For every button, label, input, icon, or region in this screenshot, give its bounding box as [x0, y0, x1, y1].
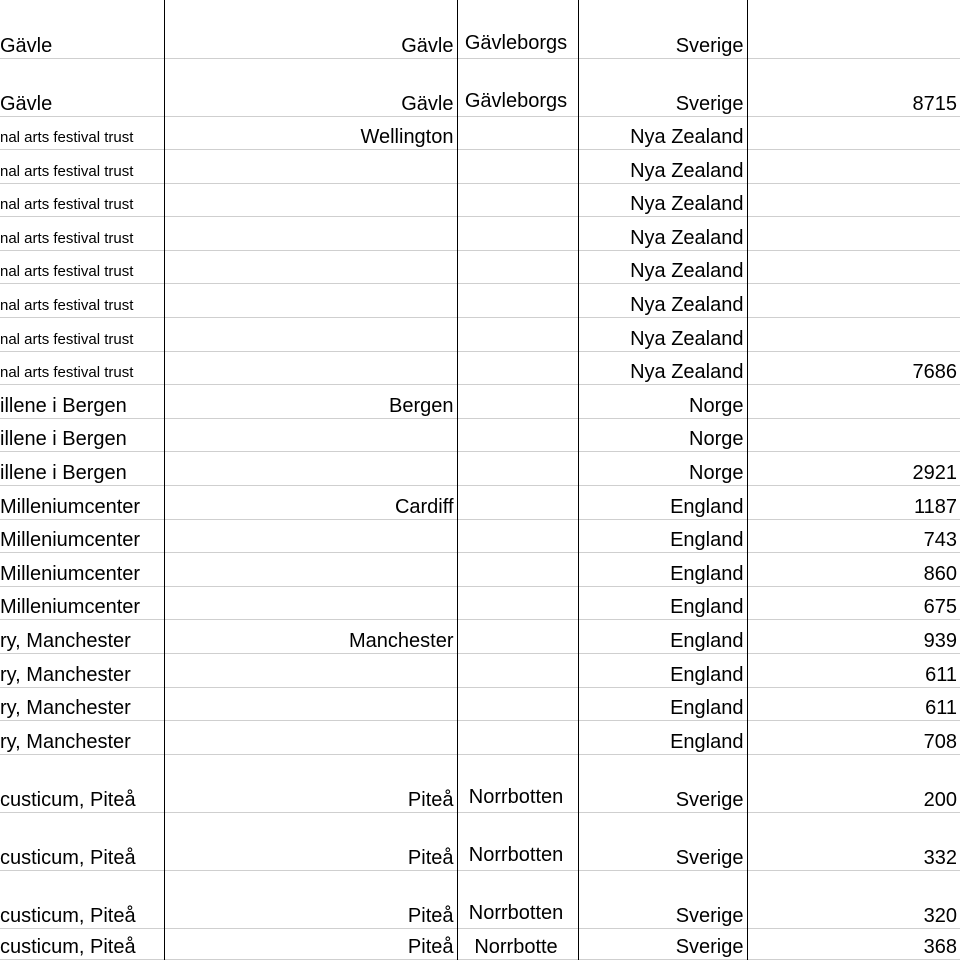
cell-country-text: Norge — [689, 394, 744, 417]
cell-venue-text: Gävle — [0, 92, 53, 115]
cell-capacity[interactable] — [747, 183, 960, 217]
cell-region[interactable] — [457, 654, 578, 688]
cell-capacity[interactable] — [747, 519, 960, 553]
cell-capacity[interactable] — [747, 928, 960, 959]
cell-venue-text: nal arts festival trust — [0, 196, 134, 214]
cell-city[interactable] — [164, 0, 457, 58]
cell-country[interactable] — [578, 284, 747, 318]
cell-city[interactable] — [164, 586, 457, 620]
cell-city[interactable] — [164, 351, 457, 385]
cell-region-text: Gävleborgs — [464, 31, 568, 54]
cell-capacity[interactable] — [747, 351, 960, 385]
cell-capacity-text: 1187 — [913, 495, 957, 518]
cell-venue-text: ry, Manchester — [0, 730, 131, 753]
table-row — [0, 116, 960, 150]
cell-venue[interactable] — [0, 553, 164, 587]
cell-capacity-text: 708 — [923, 730, 957, 753]
cell-city[interactable] — [164, 870, 457, 928]
cell-country[interactable] — [578, 318, 747, 352]
cell-venue[interactable] — [0, 519, 164, 553]
cell-venue[interactable] — [0, 217, 164, 251]
table-row — [0, 250, 960, 284]
cell-venue-text: ry, Manchester — [0, 697, 131, 720]
cell-venue-text: Gävle — [0, 34, 53, 57]
cell-venue-text: nal arts festival trust — [0, 162, 134, 180]
cell-city-text: Piteå — [407, 935, 454, 958]
cell-venue[interactable] — [0, 385, 164, 419]
cell-venue[interactable] — [0, 0, 164, 58]
cell-city[interactable] — [164, 116, 457, 150]
cell-region[interactable] — [457, 385, 578, 419]
cell-venue-text: nal arts festival trust — [0, 330, 134, 348]
cell-venue-text: Milleniumcenter — [0, 529, 141, 552]
cell-capacity-text: 939 — [923, 630, 957, 652]
cell-city[interactable] — [164, 183, 457, 217]
cell-country-text: Sverige — [675, 904, 744, 927]
cell-city[interactable] — [164, 150, 457, 184]
cell-region[interactable] — [457, 870, 578, 928]
cell-city[interactable] — [164, 318, 457, 352]
cell-region[interactable] — [457, 58, 578, 116]
cell-capacity[interactable] — [747, 418, 960, 452]
table-row — [0, 928, 960, 959]
cell-capacity-text: 611 — [925, 663, 957, 686]
cell-country-text: Nya Zealand — [630, 260, 744, 283]
cell-venue-text: custicum, Piteå — [0, 846, 136, 869]
cell-capacity-text: 611 — [925, 697, 957, 720]
cell-region[interactable] — [457, 620, 578, 654]
cell-country-text: Nya Zealand — [630, 226, 744, 249]
table-row — [0, 754, 960, 812]
cell-country-text: Sverige — [675, 788, 744, 811]
cell-capacity[interactable] — [747, 586, 960, 620]
cell-country[interactable] — [578, 620, 747, 654]
cell-capacity-text: 320 — [923, 904, 957, 927]
table-row — [0, 721, 960, 755]
cell-venue-text: custicum, Piteå — [0, 904, 136, 927]
cell-venue[interactable] — [0, 654, 164, 688]
cell-venue-text: custicum, Piteå — [0, 935, 136, 958]
cell-region[interactable] — [457, 0, 578, 58]
cell-venue[interactable] — [0, 150, 164, 184]
cell-venue[interactable] — [0, 586, 164, 620]
table-row — [0, 150, 960, 184]
cell-venue[interactable] — [0, 620, 164, 654]
cell-region[interactable] — [457, 553, 578, 587]
table-row — [0, 284, 960, 318]
cell-venue[interactable] — [0, 754, 164, 812]
cell-venue[interactable] — [0, 284, 164, 318]
cell-city-text: Cardiff — [394, 495, 454, 518]
cell-venue-text: Milleniumcenter — [0, 562, 141, 585]
cell-country-text: Sverige — [675, 34, 744, 57]
table-row — [0, 418, 960, 452]
table-row — [0, 183, 960, 217]
cell-region[interactable] — [457, 183, 578, 217]
cell-country[interactable] — [578, 586, 747, 620]
cell-capacity-text: 332 — [923, 846, 957, 869]
cell-country-text: Norge — [689, 462, 744, 485]
table-row — [0, 486, 960, 520]
cell-capacity[interactable] — [747, 250, 960, 284]
cell-region-text: Norrbotte — [474, 935, 558, 958]
cell-country-text: England — [670, 596, 744, 619]
table-row — [0, 519, 960, 553]
cell-capacity-text: 2921 — [912, 462, 957, 485]
table-row — [0, 318, 960, 352]
cell-capacity[interactable] — [747, 284, 960, 318]
cell-city[interactable] — [164, 452, 457, 486]
cell-capacity-text: 743 — [923, 529, 957, 552]
cell-capacity[interactable] — [747, 687, 960, 721]
cell-region[interactable] — [457, 754, 578, 812]
cell-country[interactable] — [578, 812, 747, 870]
cell-venue-text: Milleniumcenter — [0, 596, 141, 619]
cell-region[interactable] — [457, 519, 578, 553]
cell-city[interactable] — [164, 553, 457, 587]
cell-capacity[interactable] — [747, 812, 960, 870]
cell-country-text: Nya Zealand — [630, 126, 744, 149]
cell-country-text: England — [670, 562, 744, 585]
cell-city[interactable] — [164, 687, 457, 721]
cell-city[interactable] — [164, 654, 457, 688]
cell-country-text: England — [670, 495, 744, 518]
cell-country[interactable] — [578, 754, 747, 812]
cell-country[interactable] — [578, 58, 747, 116]
cell-city[interactable] — [164, 928, 457, 959]
cell-venue[interactable] — [0, 116, 164, 150]
cell-capacity[interactable] — [747, 654, 960, 688]
cell-country[interactable] — [578, 150, 747, 184]
cell-country[interactable] — [578, 721, 747, 755]
cell-region-text: Norrbotten — [468, 901, 564, 924]
cell-country[interactable] — [578, 351, 747, 385]
cell-city[interactable] — [164, 58, 457, 116]
cell-country[interactable] — [578, 183, 747, 217]
cell-venue-text: ry, Manchester — [0, 630, 131, 652]
cell-venue-text: nal arts festival trust — [0, 364, 134, 382]
cell-venue[interactable] — [0, 486, 164, 520]
table-row — [0, 0, 960, 58]
cell-venue[interactable] — [0, 870, 164, 928]
cell-country[interactable] — [578, 870, 747, 928]
cell-city[interactable] — [164, 418, 457, 452]
cell-city-text: Gävle — [401, 92, 454, 115]
cell-city[interactable] — [164, 519, 457, 553]
cell-city[interactable] — [164, 217, 457, 251]
cell-region[interactable] — [457, 284, 578, 318]
cell-capacity-text: 368 — [923, 935, 957, 958]
table-row — [0, 58, 960, 116]
cell-region[interactable] — [457, 150, 578, 184]
cell-country-text: Nya Zealand — [630, 327, 744, 350]
cell-region[interactable] — [457, 928, 578, 959]
cell-region[interactable] — [457, 721, 578, 755]
table-row — [0, 553, 960, 587]
cell-capacity[interactable] — [747, 318, 960, 352]
cell-capacity[interactable] — [747, 217, 960, 251]
cell-city[interactable] — [164, 721, 457, 755]
cell-city[interactable] — [164, 486, 457, 520]
cell-venue-text: nal arts festival trust — [0, 297, 134, 315]
cell-venue[interactable] — [0, 250, 164, 284]
cell-capacity[interactable] — [747, 870, 960, 928]
table-row — [0, 687, 960, 721]
cell-country[interactable] — [578, 687, 747, 721]
cell-venue-text: nal arts festival trust — [0, 129, 134, 147]
cell-region[interactable] — [457, 116, 578, 150]
cell-capacity[interactable] — [747, 721, 960, 755]
cell-region[interactable] — [457, 250, 578, 284]
cell-country[interactable] — [578, 928, 747, 959]
cell-capacity-text: 675 — [923, 596, 957, 619]
cell-venue-text: ry, Manchester — [0, 663, 131, 686]
cell-city-text: Piteå — [407, 788, 454, 811]
cell-country-text: Sverige — [675, 935, 744, 958]
cell-country-text: England — [670, 730, 744, 753]
cell-country-text: England — [670, 697, 744, 720]
cell-capacity[interactable] — [747, 116, 960, 150]
cell-venue[interactable] — [0, 721, 164, 755]
cell-country[interactable] — [578, 486, 747, 520]
cell-region[interactable] — [457, 486, 578, 520]
cell-region[interactable] — [457, 687, 578, 721]
cell-venue[interactable] — [0, 687, 164, 721]
cell-region-text: Gävleborgs — [464, 89, 568, 112]
cell-country[interactable] — [578, 116, 747, 150]
cell-country-text: Nya Zealand — [630, 193, 744, 216]
cell-venue-text: illene i Bergen — [0, 428, 127, 451]
cell-city[interactable] — [164, 284, 457, 318]
cell-city[interactable] — [164, 754, 457, 812]
cell-capacity-text: 8715 — [912, 92, 957, 115]
table-row — [0, 870, 960, 928]
cell-region[interactable] — [457, 351, 578, 385]
cell-capacity[interactable] — [747, 486, 960, 520]
cell-venue-text: Milleniumcenter — [0, 495, 141, 518]
cell-capacity[interactable] — [747, 620, 960, 654]
table-row — [0, 452, 960, 486]
cell-region[interactable] — [457, 452, 578, 486]
cell-venue[interactable] — [0, 812, 164, 870]
table-row — [0, 654, 960, 688]
cell-venue[interactable] — [0, 452, 164, 486]
cell-country-text: Nya Zealand — [630, 361, 744, 384]
cell-country[interactable] — [578, 654, 747, 688]
cell-country-text: England — [670, 630, 744, 652]
cell-country-text: Norge — [689, 428, 744, 451]
cell-capacity[interactable] — [747, 0, 960, 58]
cell-capacity[interactable] — [747, 452, 960, 486]
cell-venue[interactable] — [0, 351, 164, 385]
cell-region-text: Norrbotten — [468, 785, 564, 808]
cell-country[interactable] — [578, 0, 747, 58]
cell-country[interactable] — [578, 519, 747, 553]
cell-city[interactable] — [164, 812, 457, 870]
cell-region[interactable] — [457, 217, 578, 251]
cell-city[interactable] — [164, 385, 457, 419]
cell-region[interactable] — [457, 318, 578, 352]
cell-country-text: Sverige — [675, 92, 744, 115]
cell-country-text: England — [670, 663, 744, 686]
cell-country[interactable] — [578, 250, 747, 284]
cell-region[interactable] — [457, 586, 578, 620]
cell-venue[interactable] — [0, 318, 164, 352]
cell-country[interactable] — [578, 553, 747, 587]
cell-city-text: Manchester — [349, 630, 454, 652]
cell-city-text: Bergen — [389, 394, 454, 417]
cell-region[interactable] — [457, 812, 578, 870]
cell-capacity[interactable] — [747, 754, 960, 812]
cell-capacity[interactable] — [747, 58, 960, 116]
cell-country[interactable] — [578, 418, 747, 452]
cell-country-text: Sverige — [675, 846, 744, 869]
cell-region[interactable] — [457, 418, 578, 452]
cell-city-text: Piteå — [407, 904, 454, 927]
cell-capacity-text: 7686 — [912, 361, 957, 384]
cell-country-text: England — [670, 529, 744, 552]
cell-venue[interactable] — [0, 928, 164, 959]
cell-country-text: Nya Zealand — [630, 294, 744, 317]
cell-venue-text: nal arts festival trust — [0, 263, 134, 281]
cell-city-text: Wellington — [360, 126, 454, 149]
cell-venue[interactable] — [0, 418, 164, 452]
table-row — [0, 217, 960, 251]
cell-capacity-text: 200 — [923, 788, 957, 811]
cell-region-text: Norrbotten — [468, 843, 564, 866]
cell-country[interactable] — [578, 217, 747, 251]
cell-venue-text: nal arts festival trust — [0, 229, 134, 247]
table-row — [0, 620, 960, 654]
cell-city-text: Gävle — [401, 34, 454, 57]
cell-capacity[interactable] — [747, 553, 960, 587]
cell-capacity[interactable] — [747, 385, 960, 419]
cell-venue-text: illene i Bergen — [0, 394, 127, 417]
cell-country-text: Nya Zealand — [630, 159, 744, 182]
cell-venue[interactable] — [0, 58, 164, 116]
cell-country[interactable] — [578, 385, 747, 419]
cell-venue-text: illene i Bergen — [0, 462, 127, 485]
table-row — [0, 385, 960, 419]
cell-venue[interactable] — [0, 183, 164, 217]
table-row — [0, 351, 960, 385]
cell-city-text: Piteå — [407, 846, 454, 869]
cell-country[interactable] — [578, 452, 747, 486]
table-row — [0, 586, 960, 620]
cell-city[interactable] — [164, 620, 457, 654]
cell-capacity[interactable] — [747, 150, 960, 184]
cell-venue-text: custicum, Piteå — [0, 788, 136, 811]
table-row — [0, 812, 960, 870]
cell-capacity-text: 860 — [923, 562, 957, 585]
cell-city[interactable] — [164, 250, 457, 284]
